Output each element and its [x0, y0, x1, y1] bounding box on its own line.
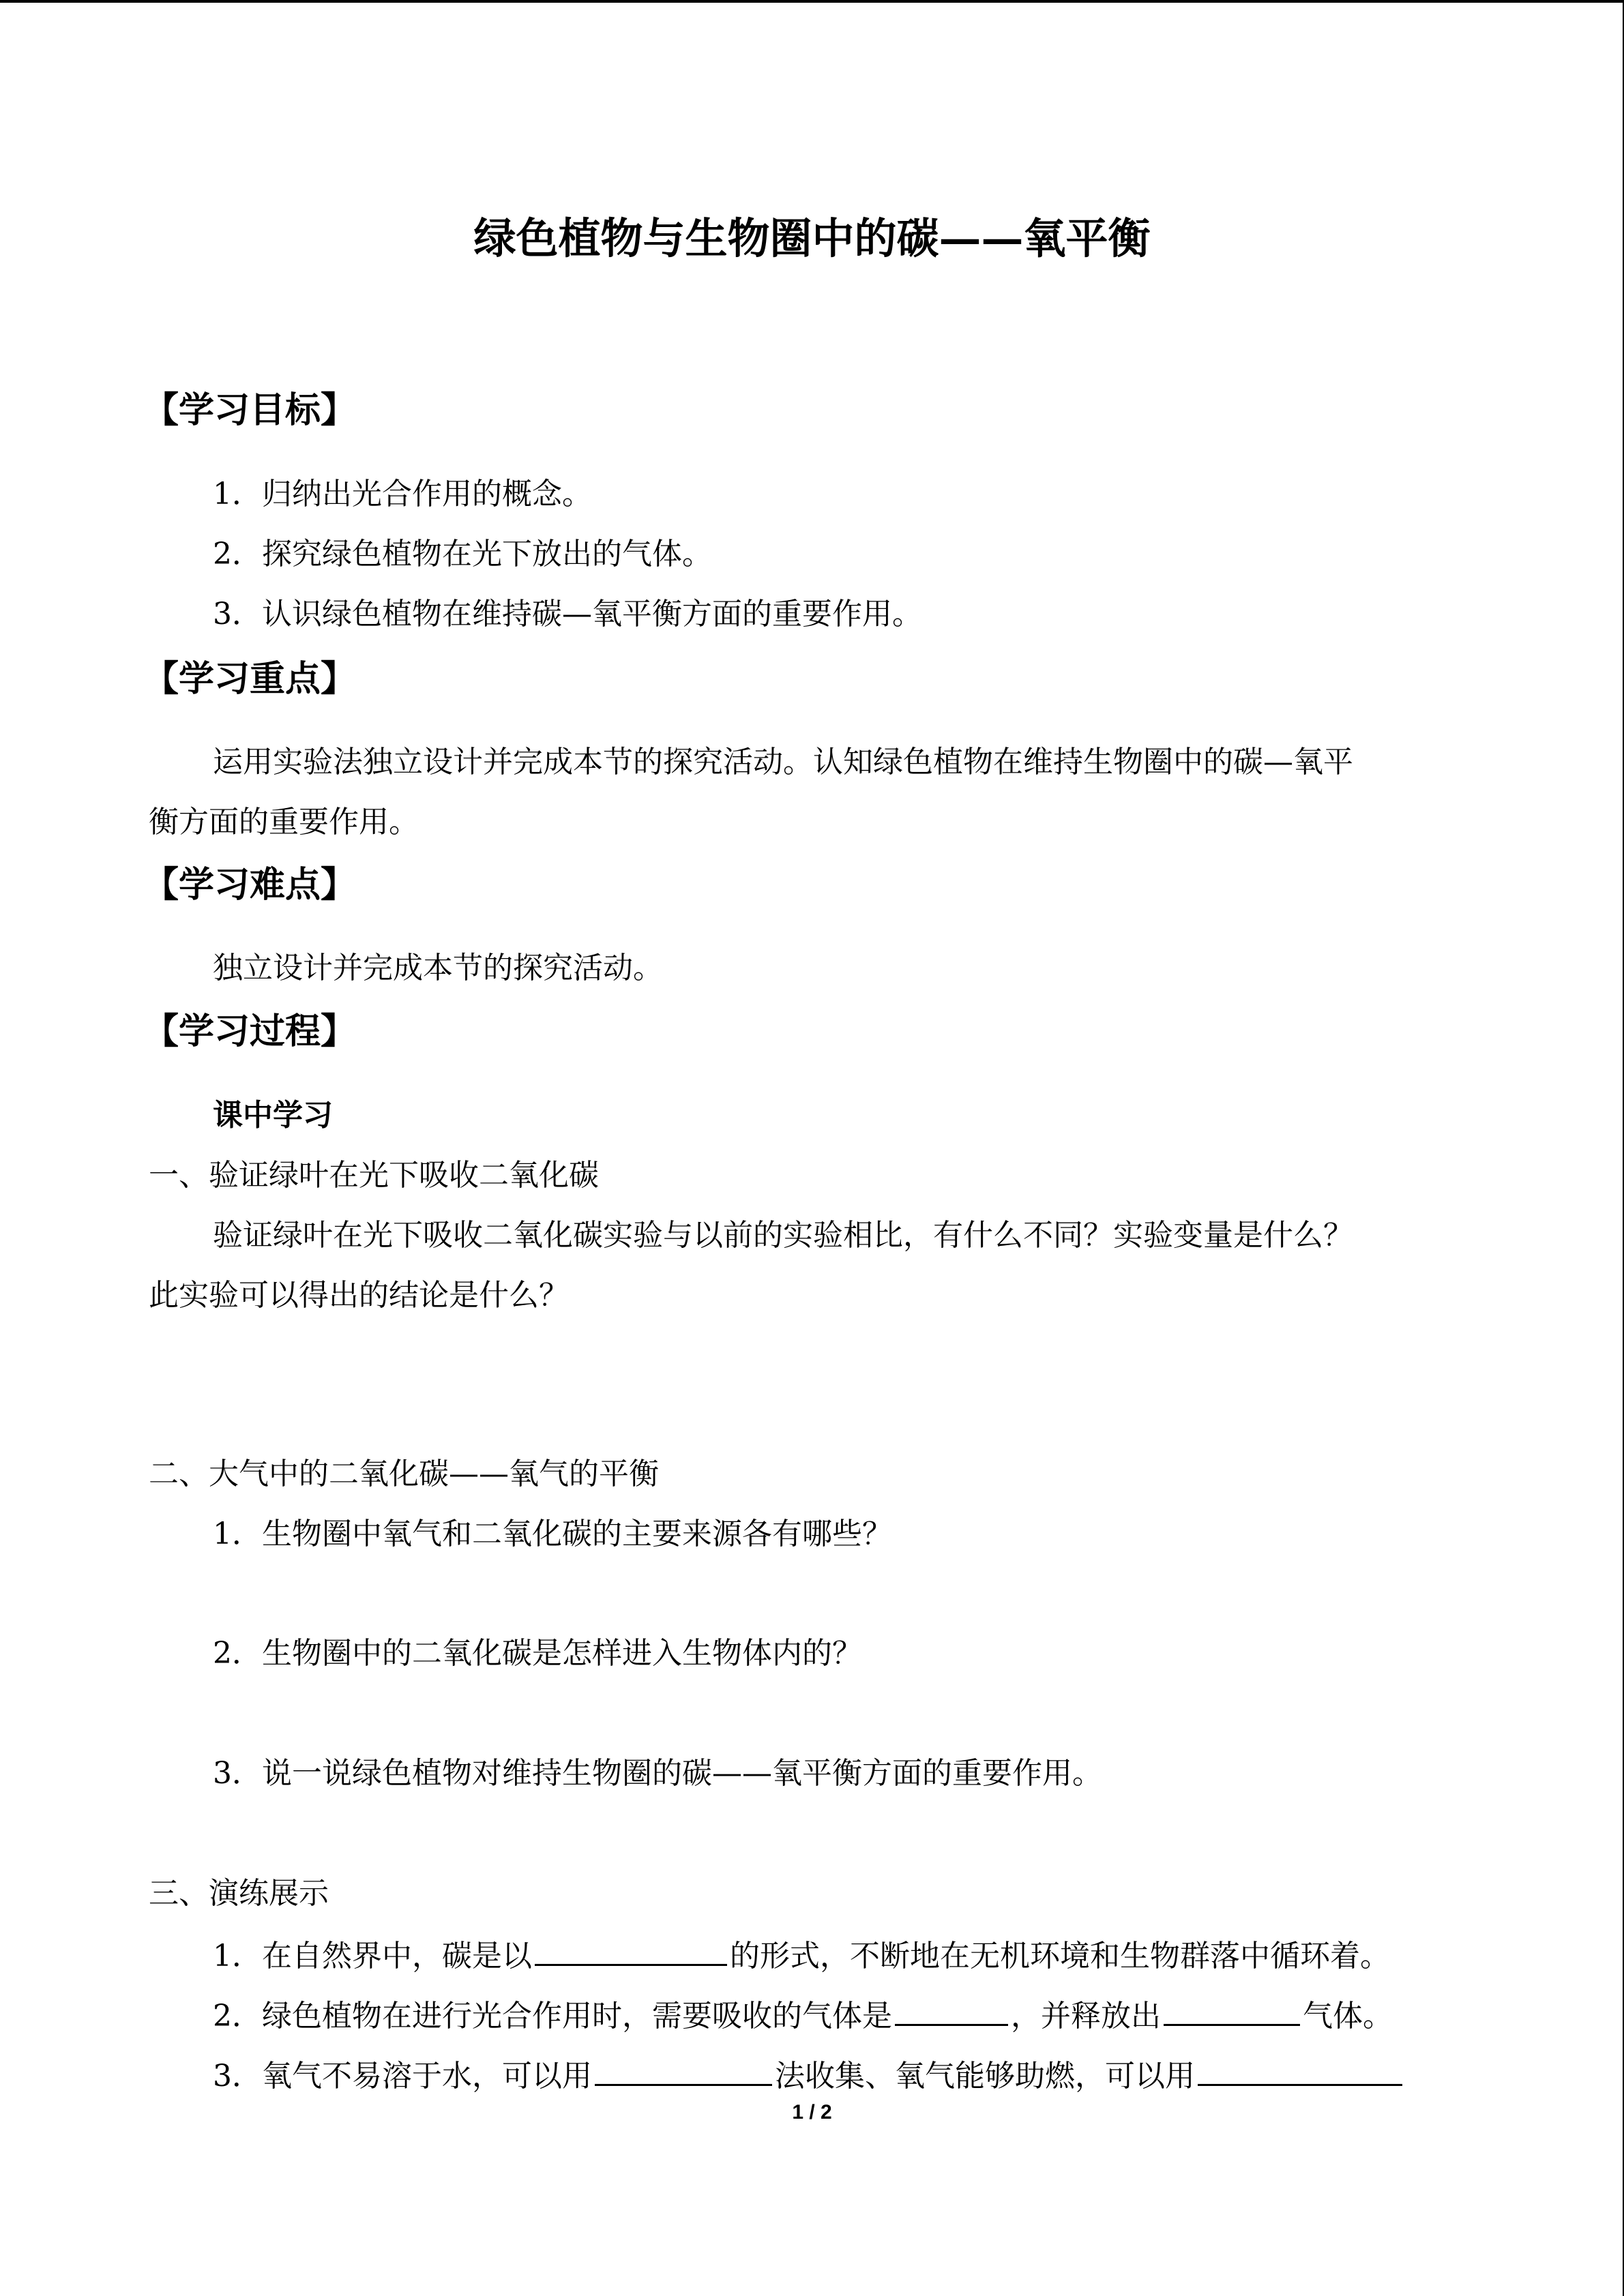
goal-item-2: 2．探究绿色植物在光下放出的气体。 [213, 537, 712, 571]
exercise-2-text-b: ，并释放出 [1011, 1999, 1161, 2033]
section-heading-process: 【学习过程】 [143, 1011, 357, 1052]
part3-title: 三、演练展示 [149, 1876, 329, 1911]
section-heading-keypoints: 【学习重点】 [143, 658, 357, 700]
answer-blank[interactable] [535, 1934, 727, 1966]
keypoints-text-line-1: 运用实验法独立设计并完成本节的探究活动。认知绿色植物在维持生物圈中的碳—氧平 [213, 745, 1353, 779]
section-heading-goals: 【学习目标】 [143, 389, 357, 431]
exercise-2-text-a: 2．绿色植物在进行光合作用时，需要吸收的气体是 [213, 1999, 892, 2033]
part2-question-2: 2．生物圈中的二氧化碳是怎样进入生物体内的？ [213, 1636, 862, 1671]
exercise-3 [213, 2054, 1405, 2097]
exercise-3-text-b: 法收集、氧气能够助燃，可以用 [775, 2059, 1195, 2093]
answer-blank[interactable] [895, 1994, 1008, 2026]
part1-title: 一、验证绿叶在光下吸收二氧化碳 [149, 1158, 599, 1193]
page-number: 1 / 2 [792, 2101, 832, 2123]
exercise-3-text-a: 3．氧气不易溶于水，可以用 [213, 2059, 592, 2093]
section-heading-difficulty: 【学习难点】 [143, 864, 357, 906]
difficulty-text: 独立设计并完成本节的探究活动。 [213, 951, 663, 985]
keypoints-text-line-2: 衡方面的重要作用。 [149, 805, 419, 839]
part1-question-line-2: 此实验可以得出的结论是什么？ [149, 1278, 569, 1313]
answer-blank[interactable] [595, 2054, 772, 2086]
goal-item-3: 3．认识绿色植物在维持碳—氧平衡方面的重要作用。 [213, 597, 922, 631]
exercise-1 [213, 1934, 1390, 1977]
subheading-in-class: 课中学习 [213, 1098, 333, 1133]
exercise-1-text-a: 1．在自然界中，碳是以 [213, 1939, 532, 1973]
part2-question-3: 3．说一说绿色植物对维持生物圈的碳——氧平衡方面的重要作用。 [213, 1756, 1102, 1791]
goal-item-1: 1．归纳出光合作用的概念。 [213, 477, 592, 511]
answer-blank[interactable] [1198, 2054, 1402, 2086]
part2-question-1: 1．生物圈中氧气和二氧化碳的主要来源各有哪些？ [213, 1517, 892, 1551]
exercise-2-text-c: 气体。 [1303, 1999, 1393, 2033]
part2-title: 二、大气中的二氧化碳——氧气的平衡 [149, 1457, 659, 1491]
answer-blank[interactable] [1164, 1994, 1300, 2026]
exercise-1-text-b: 的形式，不断地在无机环境和生物群落中循环着。 [730, 1939, 1390, 1973]
top-border [0, 0, 1624, 3]
exercise-2 [213, 1994, 1393, 2037]
part1-question-line-1: 验证绿叶在光下吸收二氧化碳实验与以前的实验相比，有什么不同？实验变量是什么？ [213, 1218, 1353, 1253]
document-title: 绿色植物与生物圈中的碳——氧平衡 [473, 213, 1151, 263]
